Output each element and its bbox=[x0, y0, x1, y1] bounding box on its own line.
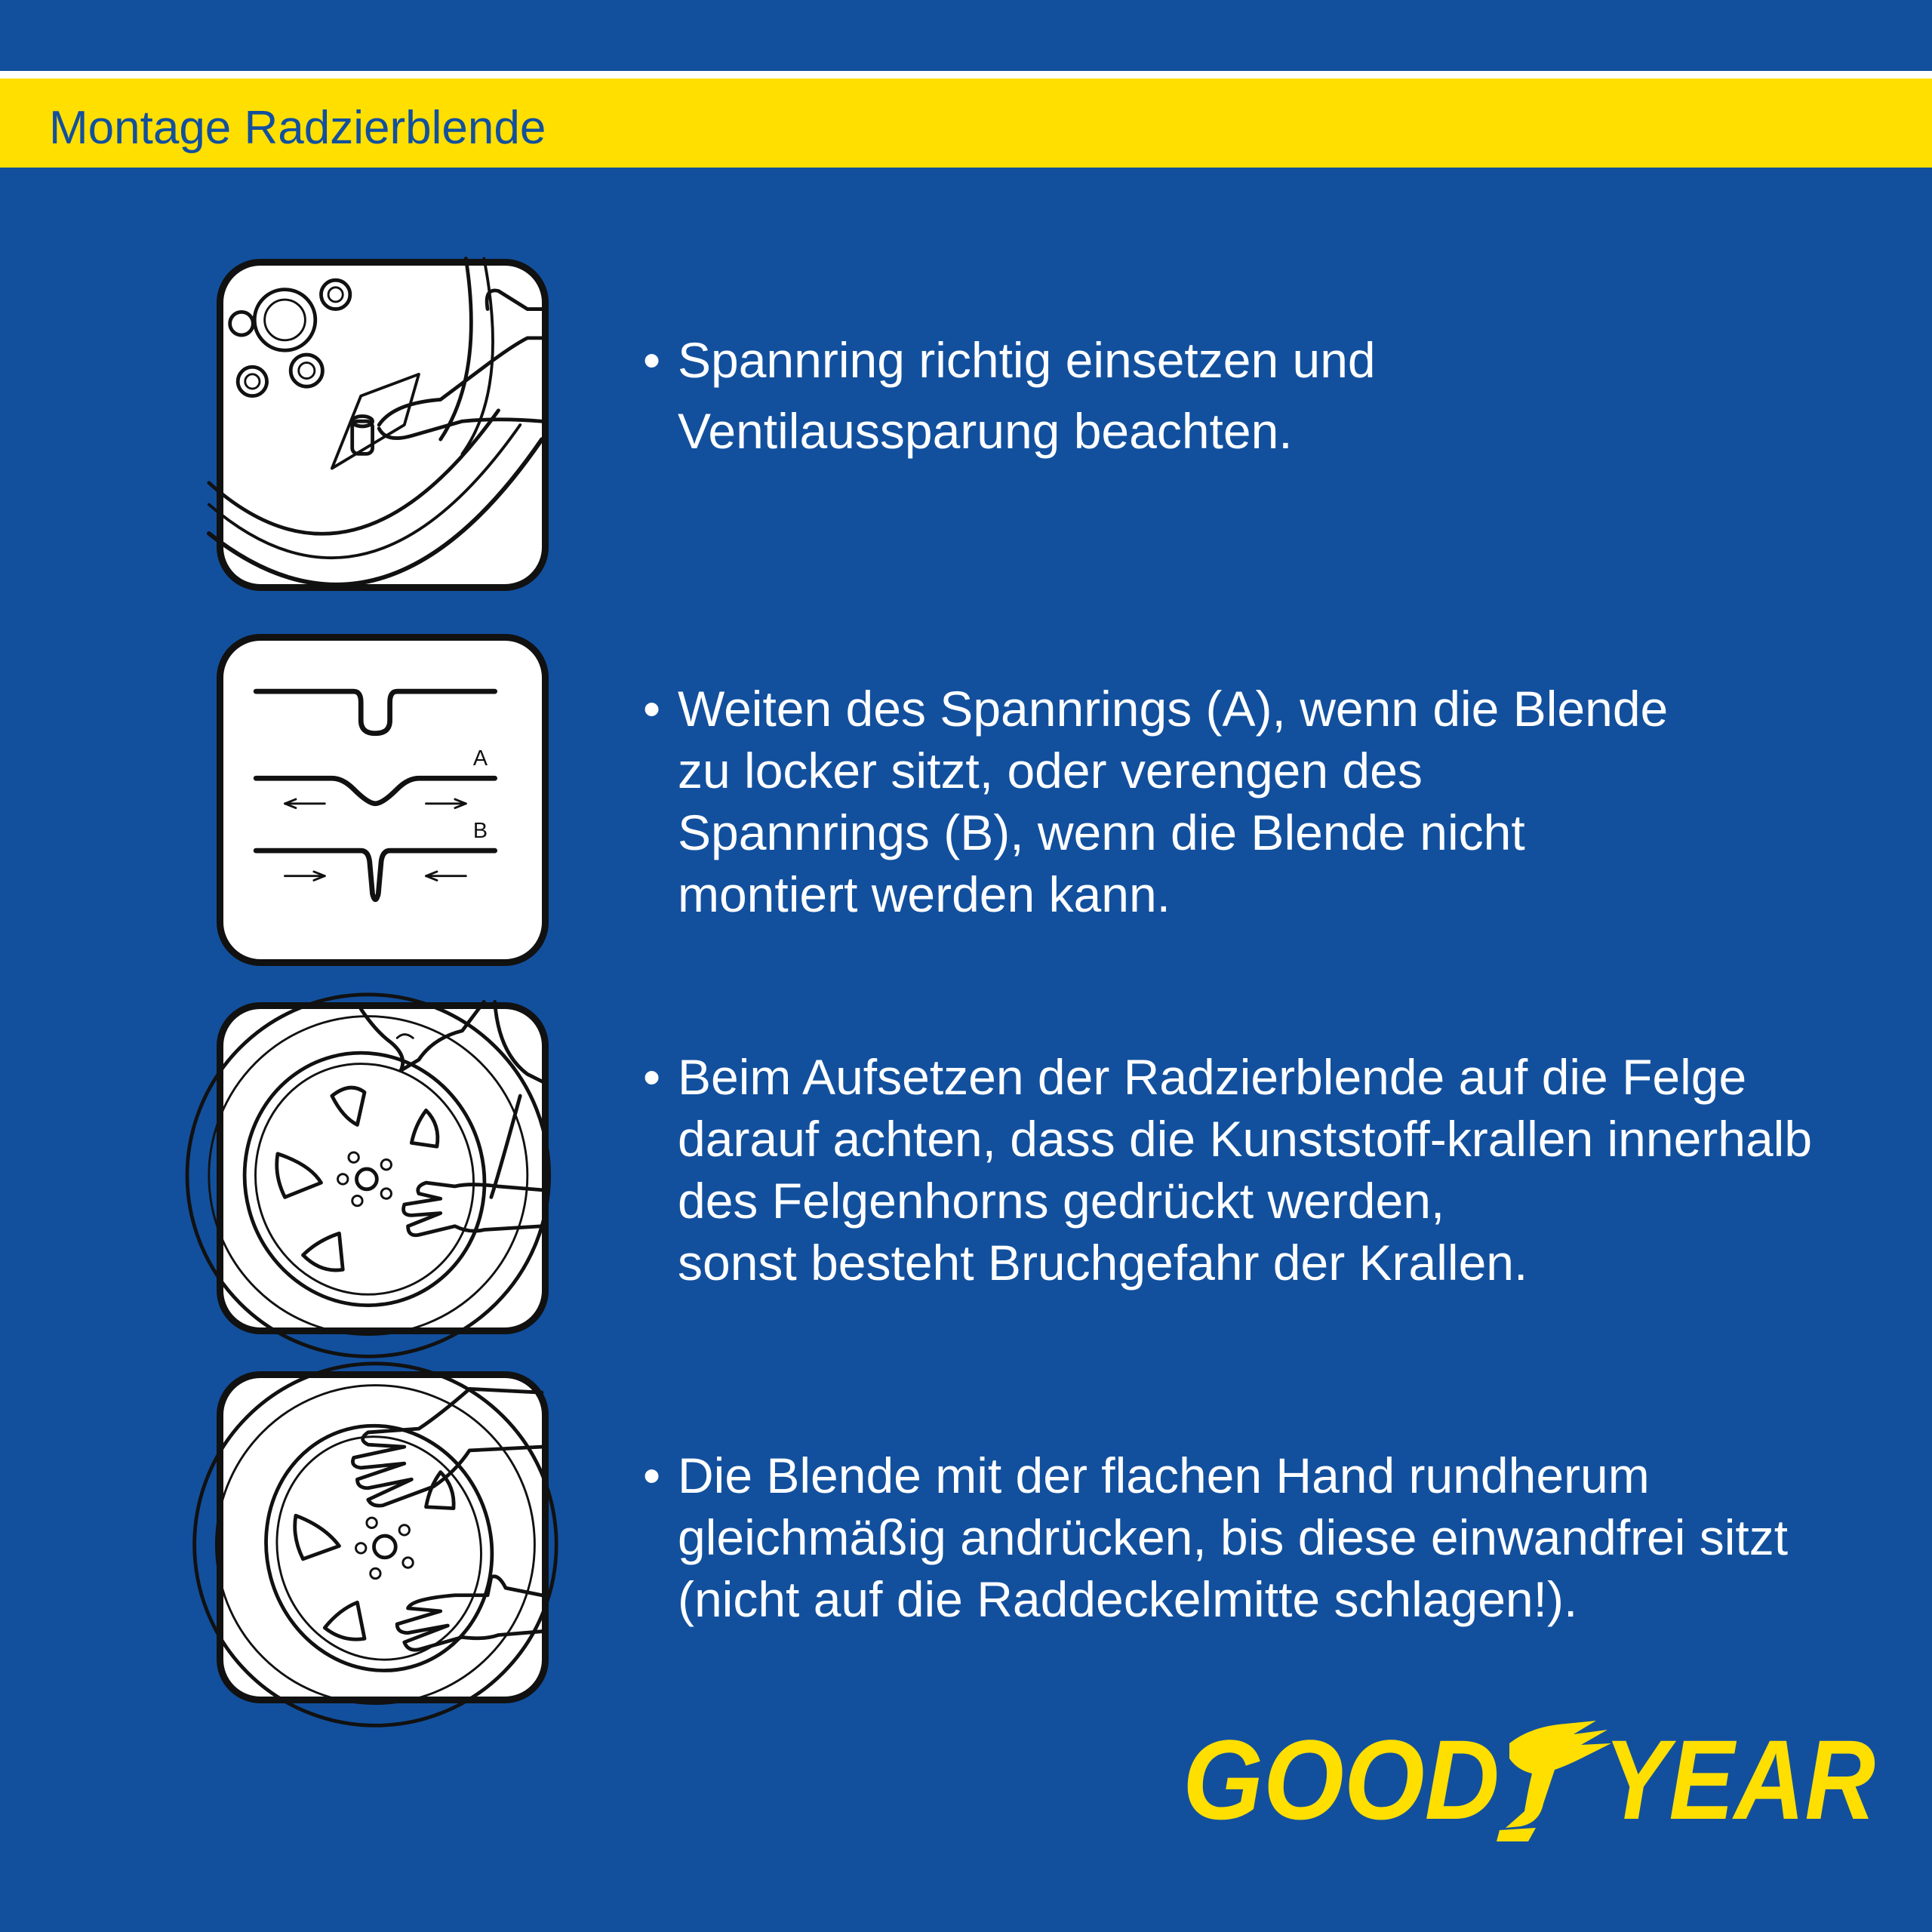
bullet-icon: • bbox=[643, 1447, 661, 1503]
step-4-line-2: gleichmäßig andrücken, bis diese einwandfrei sitzt bbox=[678, 1509, 1789, 1565]
bullet-icon: • bbox=[643, 332, 661, 388]
logo-text-year: YEAR bbox=[1604, 1716, 1875, 1843]
label-a: A bbox=[472, 746, 488, 771]
step-2-line-3: Spannrings (B), wenn die Blende nicht bbox=[678, 804, 1525, 860]
step-3-line-3: des Felgenhorns gedrückt werden, bbox=[678, 1173, 1445, 1229]
step-3-line-4: sonst besteht Bruchgefahr der Krallen. bbox=[678, 1235, 1528, 1291]
label-b: B bbox=[472, 818, 488, 843]
header-white-stripe bbox=[0, 71, 1932, 78]
wingfoot-icon bbox=[1497, 1721, 1611, 1841]
logo-text-good: GOOD bbox=[1183, 1716, 1500, 1843]
step-3-line-2: darauf achten, dass die Kunststoff-krallen innerhalb bbox=[678, 1111, 1813, 1167]
step-2-line-2: zu locker sitzt, oder verengen des bbox=[678, 743, 1423, 798]
bullet-icon: • bbox=[643, 1049, 661, 1105]
step-3-line-1: Beim Aufsetzen der Radzierblende auf die Felge bbox=[678, 1049, 1747, 1105]
step-2-line-1: Weiten des Spannrings (A), wenn die Blende bbox=[678, 681, 1669, 737]
step-4-line-1: Die Blende mit der flachen Hand rundherum bbox=[678, 1447, 1650, 1503]
bullet-icon: • bbox=[643, 681, 661, 737]
illustration-ring-adjustment bbox=[217, 634, 549, 966]
goodyear-logo bbox=[1174, 1698, 1883, 1849]
illustration-valve-cutout bbox=[217, 259, 549, 591]
title-bar bbox=[0, 78, 1932, 168]
step-2-line-4: montiert werden kann. bbox=[678, 866, 1171, 922]
page-title: Montage Radzierblende bbox=[49, 102, 546, 154]
step-4-line-3: (nicht auf die Raddeckelmitte schlagen!). bbox=[678, 1571, 1578, 1627]
step-1-line-2: Ventilaussparung beachten. bbox=[678, 403, 1293, 459]
illustration-pressing-cover bbox=[217, 1371, 549, 1703]
illustration-placing-cover bbox=[217, 1002, 549, 1334]
step-1-line-1: Spannring richtig einsetzen und bbox=[678, 332, 1376, 388]
